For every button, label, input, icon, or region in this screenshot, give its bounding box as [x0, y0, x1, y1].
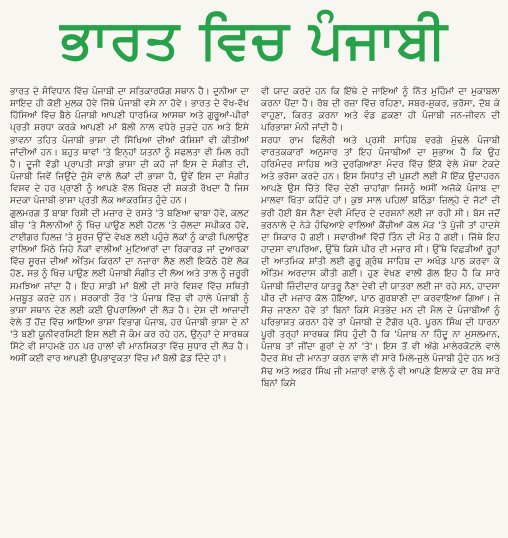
article-paragraph: ਸ਼ਰਧਾ ਰਾਮ ਫਿਲੌਰੀ ਅਤੇ ਪ੍ਰਸੀ ਸਾਹਿਬ ਵਰਗੇ ਮੁੱਢਲੇ ਪੰਜਾਬੀ ਵਾਰਤਕਕਾਰਾਂ ਅਨੁਸਾਰ ਤਾਂ ਇਹ ਪੰਜਾਬੀਆਂ ਦਾ ਸੁਭਾਅ ਹੈ ਕਿ ਉਹ ਹਰਿਮੰਦਰ ਸਾਹਿਬ ਅਤੇ ਦੁਰਗਿਆਣਾ ਮੰਦਰ ਵਿੱਚ ਇੱਕੋ ਵੇਲੇ ਮੱਥਾ ਟੇਕਦੇ ਅਤੇ ਭਰੋਸਾ ਕਰਦੇ ਹਨ। ਇਸ ਸਿਧਾਂਤ ਦੀ ਪੁਸ਼ਟੀ ਲਈ ਮੈਂ ਇੱਕ ਉਦਾਹਰਨ ਆਪਣੇ ਉਸ ਚਿੱਤੇ ਵਿੱਚ ਦੇਣੀ ਚਾਹਾਂਗਾ ਜਿਸਨੂੰ ਅਸੀਂ ਅਜੋਕੇ ਪੰਜਾਬ ਦਾ ਮਾਲਵਾ ਖਿੱਤਾ ਕਹਿੰਦੇ ਹਾਂ। ਕੁਝ ਸਾਲ ਪਹਿਲਾਂ ਬਠਿੰਡਾ ਜ਼ਿਲ੍ਹੇ ਦੇ ਜੱਟਾਂ ਦੀ ਭਰੀ ਹੋਈ ਬੱਸ ਨੈਣਾ ਦੇਵੀ ਮੰਦਿਰ ਦੇ ਦਰਸ਼ਨਾਂ ਲਈ ਜਾ ਰਹੀ ਸੀ। ਬੱਸ ਜਦੋਂ ਭਰਨਾਲੇ ਦੇ ਨੇੜੇ ਹੰਢਿਆਏ ਵਾਲਿਆਂ ਕੈਂਚੀਆਂ ਕੋਲ ਮੋੜ 'ਤੇ ਪੁੱਜੀ ਤਾਂ ਹਾਦਸੇ ਦਾ ਸ਼ਿਕਾਰ ਹੋ ਗਈ। ਸਵਾਰੀਆਂ ਵਿੱਚੋਂ ਤਿੰਨ ਦੀ ਮੌਤ ਹੋ ਗਈ। ਜਿੱਥੇ ਇਹ ਹਾਦਸਾ ਵਾਪਰਿਆ, ਉੱਥੇ ਕਿਸੇ ਪੀਰ ਦੀ ਮਜ਼ਾਰ ਸੀ। ਉੱਥੇ ਵਿਛੜੀਆਂ ਰੂਹਾਂ ਦੀ ਆਤਮਿਕ ਸ਼ਾਂਤੀ ਲਈ ਗੁਰੂ ਗ੍ਰੰਥ ਸਾਹਿਬ ਦਾ ਅਖੰਡ ਪਾਠ ਕਰਵਾ ਕੇ ਅੰਤਿਮ ਅਰਦਾਸ ਕੀਤੀ ਗਈ। ਹੁਣ ਵੇਖਣ ਵਾਲੀ ਗੱਲ ਇਹ ਹੈ ਕਿ ਸਾਰੇ ਪੰਜਾਬੀ ਜ਼ਿੰਦੀਦਾਰ ਯਾਤਰੂ ਨੈਣਾ ਦੇਵੀ ਦੀ ਯਾਤਰਾ ਲਈ ਜਾ ਰਹੇ ਸਨ, ਹਾਦਸਾ ਪੀਰ ਦੀ ਮਜ਼ਾਰ ਕੋਲ ਹੋਇਆ, ਪਾਠ ਗੁਰਬਾਣੀ ਦਾ ਕਰਵਾਇਆ ਗਿਆ। ਜੇ ਸੱਚ ਜਾਣਨਾ ਹੋਵੇ ਤਾਂ ਬਿਨਾਂ ਕਿਸੇ ਮੱਤਭੇਦ ਮਨ ਦੀ ਮੈਲ ਦੇ ਪੰਜਾਬੀਆਂ ਨੂੰ ਪਰਿਭਾਸ਼ਤ ਕਰਨਾ ਹੋਵੇ ਤਾਂ ਪੰਜਾਬੀ ਦੇ ਟੈਗੋਰ ਪ੍ਰੋ. ਪੂਰਨ ਸਿੰਘ ਦੀ ਧਾਰਨਾ ਪੂਰੀ ਤਰ੍ਹਾਂ ਸਾਰਥਕ ਸਿੱਧ ਹੁੰਦੀ ਹੈ ਕਿ 'ਪੰਜਾਬ ਨਾ ਹਿੰਦੂ ਨਾ ਮੁਸਲਮਾਨ, ਪੰਜਾਬ ਤਾਂ ਜੀਂਦਾ ਗੁਰਾਂ ਦੇ ਨਾਂ 'ਤੇ'। ਇਸ ਤੋਂ ਵੀ ਅੱਗੇ ਮਾਲੇਰਕੋਟਲੇ ਵਾਲੇ ਹੈਦਰ ਸ਼ੇਖ ਦੀ ਮਾਨਤਾ ਕਰਨ ਵਾਲੇ ਵੀ ਸਾਰੇ ਮਿਲੇ-ਜੁਲੇ ਪੰਜਾਬੀ ਹੁੰਦੇ ਹਨ ਅਤੇ ਸੋਢ ਅਤੇ ਅਫ਼ਰ ਸਿੰਘ ਜੀ ਮਜ਼ਾਰਾਂ ਵਾਲੇ ਨੂੰ ਵੀ ਆਪਣੇ ਇਲਾਕੇ ਦਾ ਰੱਬ ਸਾਰੇ ਬਿਨਾਂ ਕਿਸੇ	[261, 135, 500, 389]
headline-text: ਭਾਰਤ ਵਿਚ ਪੰਜਾਬੀ	[60, 8, 448, 71]
article-paragraph: ਵੀ ਯਾਦ ਕਰਦੇ ਹਨ ਕਿ ਇੱਥੇ ਦੇ ਜਾਇਆਂ ਨੂੰ ਨਿੱਤ ਮੁਹਿੰਮਾਂ ਦਾ ਮੁਕਾਬਲਾ ਕਰਨਾ ਪੈਂਦਾ ਹੈ। ਰੱਬ ਦੀ ਰਜ਼ਾ ਵਿੱਚ ਰਹਿਣਾ, ਸਬਰ-ਸ਼ੁਕਰ, ਭਰੋਸਾ, ਦੱਬ ਕੇ ਵਾਹੁਣਾ, ਕਿਰਤ ਕਰਨਾ ਅਤੇ ਵੰਡ ਛਕਣਾ ਹੀ ਪੰਜਾਬੀ ਜਨ-ਜੀਵਨ ਦੀ ਪਰਿਭਾਸ਼ਾ ਮੰਨੀ ਜਾਂਦੀ ਹੈ।	[261, 87, 500, 134]
article-paragraph: ਗੁਲਮਰਗ ਤੋਂ ਬਾਬਾ ਰਿਸ਼ੀ ਦੀ ਮਜ਼ਾਰ ਦੇ ਰਸਤੇ 'ਤੇ ਬਣਿਆ ਢਾਬਾ ਹੋਵੇ, ਕਲਟ ਬੀਚ 'ਤੇ ਸੈਲਾਨੀਆਂ ਨੂੰ ਖਿੱਚ ਪਾਉਣ ਲਈ ਹੋਟਲ 'ਤੇ ਚੱਲਦਾ ਸਪੀਕਰ ਹੋਵੇ, ਟਾਈਗਰ ਹਿਲਜ਼ 'ਤੇ ਸੂਰਜ ਉੱਦੇ ਵੇਖਣ ਲਈ ਪਹੁੰਚੇ ਲੋਕਾਂ ਨੂੰ ਕਾਫ਼ੀ ਪਿਲਾਉਣ ਵਾਲਿਆਂ ਮਿੱਠੇ ਜਿਹੇ ਨੱਕਾਂ ਵਾਲੀਆਂ ਮੁਟਿਆਰਾਂ ਦਾ ਰਿਕਾਰਡ ਜਾਂ ਦੁਆਰਕਾ ਵਿੱਚ ਸੂਰਜ ਦੀਆਂ ਅੰਤਿਮ ਕਿਰਨਾਂ ਦਾ ਨਜ਼ਾਰਾ ਲੈਣ ਲਈ ਇਕੱਠੇ ਹੋਏ ਲੋਕ ਹੋਣ, ਸਭ ਨੂੰ ਖਿੱਚ ਪਾਉਣ ਲਈ ਪੰਜਾਬੀ ਸੰਗੀਤ ਦੀ ਲੋਅ ਅਤੇ ਤਾਲ ਨੂੰ ਜ਼ਰੂਰੀ ਸਮਝਿਆ ਜਾਂਦਾ ਹੈ। ਇਹ ਸਾਡੀ ਮਾਂ ਬੋਲੀ ਦੀ ਸਾਰੇ ਵਿਸ਼ਵ ਵਿੱਚ ਸਥਿਤੀ ਮਜ਼ਬੂਤ ਕਰਦੇ ਹਨ। ਸਰਕਾਰੀ ਤੌਰ 'ਤੇ ਪੰਜਾਬ ਵਿੱਚ ਵੀ ਹਾਲੇ ਪੰਜਾਬੀ ਨੂੰ ਭਾਸ਼ਾ ਸਥਾਨ ਦੇਣ ਲਈ ਕਈ ਉਪਰਾਲਿਆਂ ਦੀ ਲੋੜ ਹੈ। ਦੇਸ਼ ਦੀ ਆਜ਼ਾਦੀ ਵੇਲੇ ਤੋਂ ਹੋਂਦ ਵਿੱਚ ਆਇਆ ਭਾਸ਼ਾ ਵਿਭਾਗ ਪੰਜਾਬ, ਹਰ ਪੰਜਾਬੀ ਭਾਸ਼ਾ ਦੇ ਨਾਂ 'ਤੇ ਬਣੀ ਯੂਨੀਵਰਸਿਟੀ ਇਸ ਲਈ ਜੋ ਕੰਮ ਕਰ ਰਹੇ ਹਨ, ਉਨ੍ਹਾਂ ਦੇ ਸਾਰਥਕ ਸਿੱਟੇ ਵੀ ਸਾਹਮਣੇ ਹਨ ਪਰ ਹਾਲਾਂ ਵੀ ਮਾਨਸਿਕਤਾ ਵਿੱਚ ਸੁਧਾਰ ਦੀ ਲੋੜ ਹੈ। ਅਸੀਂ ਕਈ ਵਾਰ ਆਪਣੀ ਉਪਭਾਵੁਕਤਾ ਵਿੱਚ ਮਾਂ ਬੋਲੀ ਛੱਡ ਦਿੰਦੇ ਹਾਂ।	[10, 208, 249, 365]
article-paragraph: ਭਾਰਤ ਦੇ ਸੰਵਿਧਾਨ ਵਿੱਚ ਪੰਜਾਬੀ ਦਾ ਸਤਿਕਾਰਯੋਗ ਸਥਾਨ ਹੈ। ਦੁਨੀਆ ਦਾ ਸ਼ਾਇਦ ਹੀ ਕੋਈ ਮੁਲਕ ਹੋਵੇ ਜਿੱਥੇ ਪੰਜਾਬੀ ਵਸੇ ਨਾ ਹੋਵੇ। ਭਾਰਤ ਦੇ ਵੱਖ-ਵੱਖ ਹਿੱਸਿਆਂ ਵਿੱਚ ਬੈਠੇ ਪੰਜਾਬੀ ਆਪਣੀ ਧਾਰਮਿਕ ਆਸਥਾ ਅਤੇ ਗੁਰੂਆਂ-ਪੀਰਾਂ ਪ੍ਰਤੀ ਸ਼ਰਧਾ ਕਰਕੇ ਆਪਣੀ ਮਾਂ ਬੋਲੀ ਨਾਲ ਵਧੇਰੇ ਜੁੜਦੇ ਹਨ ਅਤੇ ਇਸੇ ਭਾਵਨਾ ਤਹਿਤ ਪੰਜਾਬੀ ਭਾਸ਼ਾ ਦੀ ਸਿੱਖਿਆ ਦੀਆਂ ਕੋਸ਼ਿਸ਼ਾਂ ਵੀ ਕੀਤੀਆਂ ਜਾਂਦੀਆਂ ਹਨ। ਬਹੁਤ ਥਾਵਾਂ 'ਤੇ ਇਨ੍ਹਾਂ ਯਤਨਾਂ ਨੂੰ ਸਫਲਤਾ ਵੀ ਮਿਲ ਰਹੀ ਹੈ। ਦੂਜੀ ਵੱਡੀ ਪ੍ਰਾਪਤੀ ਸਾਡੀ ਭਾਸ਼ਾ ਦੀ ਕਹੋ ਜਾਂ ਇਸ ਦੇ ਸੰਗੀਤ ਦੀ, ਪੰਜਾਬੀ ਜਿਵੇਂ ਜਿਉਂਦੇ ਜੁੱਸੇ ਵਾਲੇ ਲੋਕਾਂ ਦੀ ਭਾਸ਼ਾ ਹੈ, ਉਵੇਂ ਇਸ ਦਾ ਸੰਗੀਤ ਵਿਸ਼ਵ ਦੇ ਹਰ ਪ੍ਰਾਣੀ ਨੂੰ ਆਪਣੇ ਵੱਲ ਖਿੱਚਣ ਦੀ ਸ਼ਕਤੀ ਰੱਖਦਾ ਹੈ ਜਿਸ ਸਦਕਾ ਪੰਜਾਬੀ ਭਾਸ਼ਾ ਪ੍ਰਤੀ ਲੋਕ ਆਕਰਸ਼ਿਤ ਹੁੰਦੇ ਹਨ।	[10, 87, 249, 207]
headline	[0, 0, 508, 80]
article-column-right	[261, 86, 500, 534]
article-column-left	[10, 86, 249, 534]
article-body	[10, 86, 500, 534]
